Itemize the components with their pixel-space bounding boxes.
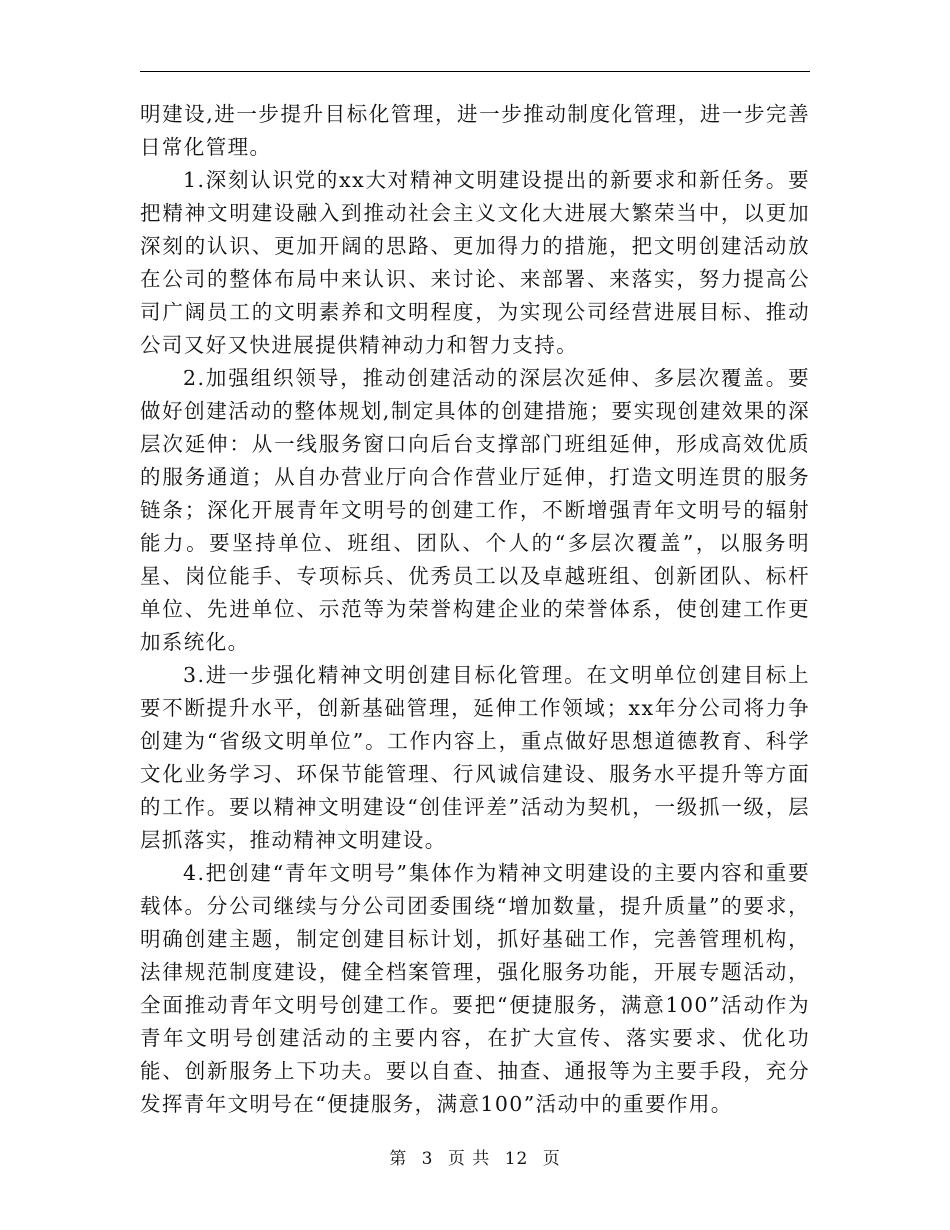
paragraph-continuation: 明建设,进一步提升目标化管理，进一步推动制度化管理，进一步完善日常化管理。: [140, 102, 810, 159]
footer-middle: 页 共: [447, 1149, 491, 1169]
footer-prefix: 第: [389, 1149, 408, 1169]
paragraph-item-3: 3.进一步强化精神文明创建目标化管理。在文明单位创建目标上要不断提升水平，创新基础管理，延伸工作领域；xx年分公司将力争创建为“省级文明单位”。工作内容上，重点做好思想道德教育、科学文化业务学习、环保节能管理、行风诚信建设、服务水平提升等方面的工作。要以精神文明建设“创佳评差”活动为契机，一级抓一级，层层抓落实，推动精神文明建设。: [140, 663, 810, 852]
paragraph-item-1: 1.深刻认识党的xx大对精神文明建设提出的新要求和新任务。要把精神文明建设融入到推动社会主义文化大进展大繁荣当中，以更加深刻的认识、更加开阔的思路、更加得力的措施，把文明创建活动放在公司的整体布局中来认识、来讨论、来部署、来落实，努力提高公司广阔员工的文明素养和文明程度，为实现公司经营进展目标、推动公司又好又快进展提供精神动力和智力支持。: [140, 168, 810, 357]
paragraph-item-4: 4.把创建“青年文明号”集体作为精神文明建设的主要内容和重要载体。分公司继续与分公司团委围绕“增加数量，提升质量”的要求，明确创建主题，制定创建目标计划，抓好基础工作，完善管理机构，法律规范制度建设，健全档案管理，强化服务功能，开展专题活动，全面推动青年文明号创建工作。要把“便捷服务，满意100”活动作为青年文明号创建活动的主要内容，在扩大宣传、落实要求、优化功能、创新服务上下功夫。要以自查、抽查、通报等为主要手段，充分发挥青年文明号在“便捷服务，满意100”活动中的重要作用。: [140, 861, 810, 1116]
page-footer: [0, 1144, 950, 1169]
document-body: [140, 98, 810, 1121]
footer-current-page: 3: [421, 1149, 434, 1169]
header-rule: [140, 71, 810, 72]
paragraph-item-2: 2.加强组织领导，推动创建活动的深层次延伸、多层次覆盖。要做好创建活动的整体规划,制定具体的创建措施；要实现创建效果的深层次延伸：从一线服务窗口向后台支撑部门班组延伸，形成高效优质的服务通道；从自办营业厅向合作营业厅延伸，打造文明连贯的服务链条；深化开展青年文明号的创建工作，不断增强青年文明号的辐射能力。要坚持单位、班组、团队、个人的“多层次覆盖”，以服务明星、岗位能手、专项标兵、优秀员工以及卓越班组、创新团队、标杆单位、先进单位、示范等为荣誉构建企业的荣誉体系，使创建工作更加系统化。: [140, 366, 810, 654]
footer-total-pages: 12: [504, 1149, 529, 1169]
footer-suffix: 页: [542, 1149, 561, 1169]
